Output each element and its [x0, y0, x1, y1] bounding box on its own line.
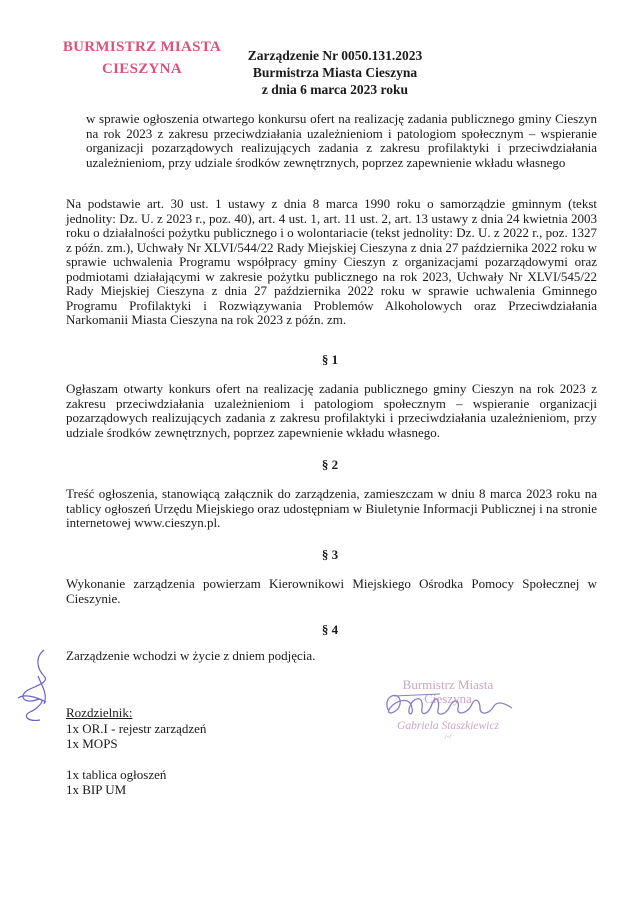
handwritten-signature	[380, 686, 520, 726]
spacer	[66, 752, 206, 767]
header-issuer: Burmistrza Miasta Cieszyna	[252, 65, 418, 80]
signature-note: /-/	[444, 732, 452, 741]
signature-stamp-line1: Burmistrz Miasta	[402, 677, 494, 692]
section-2-text: Treść ogłoszenia, stanowiącą załącznik do zarządzenia, zamieszczam w dniu 8 marca 2023 roku na tablicy ogłoszeń Urzędu Miejskiego oraz udostępniam w Biuletynie Informacji Publicznej i na stronie internetowej www.cieszyn.pl.	[66, 486, 597, 530]
subject-paragraph: w sprawie ogłoszenia otwartego konkursu ofert na realizację zadania publicznego gminy Cieszyn na rok 2023 z zakresu przeciwdziałania uzależnieniom i patologiom społecznym – wspieranie organizacji pozarządowych realizujących zadania z zakresu profilaktyki i przeciwdziałania uzależnieniom, przy udziale środków zewnętrznych, poprzez zapewnienie wkładu własnego	[86, 111, 597, 170]
stamp-line1: BURMISTRZ MIASTA	[62, 39, 222, 55]
signature-name: Gabriela Staszkiewicz	[397, 720, 499, 732]
office-stamp	[52, 36, 232, 80]
distribution-item: 1x tablica ogłoszeń	[66, 766, 167, 782]
distribution-item: 1x OR.I - rejestr zarządzeń	[66, 720, 207, 736]
section-3-heading: § 3	[321, 547, 339, 562]
section-4-text: Zarządzenie wchodzi w życie z dniem podjęcia.	[66, 648, 316, 663]
document-header	[232, 47, 438, 98]
header-title: Zarządzenie Nr 0050.131.2023	[247, 48, 423, 63]
section-1-heading: § 1	[321, 352, 339, 367]
section-2-heading: § 2	[321, 457, 339, 472]
stamp-line2: CIESZYNA	[102, 61, 182, 77]
margin-initials-signature	[14, 646, 56, 724]
header-date: z dnia 6 marca 2023 roku	[261, 82, 409, 97]
distribution-title: Rozdzielnik:	[66, 705, 133, 720]
section-4-heading: § 4	[321, 622, 339, 637]
section-1-text: Ogłaszam otwarty konkurs ofert na realizację zadania publicznego gminy Cieszyn na rok 2023 z zakresu przeciwdziałania uzależnieniom i patologiom społecznym – wspieranie organizacji pozarządowych realizujących zadania z zakresu profilaktyki i przeciwdziałania uzależnieniom, przy udziale środków zewnętrznych, poprzez zapewnienie wkładu własnego.	[66, 381, 597, 440]
distribution-list	[66, 705, 206, 798]
distribution-item: 1x BIP UM	[66, 782, 127, 797]
signature-stamp-line2: Cieszyna	[424, 691, 472, 706]
distribution-item: 1x MOPS	[66, 736, 118, 751]
legal-basis-paragraph: Na podstawie art. 30 ust. 1 ustawy z dnia 8 marca 1990 roku o samorządzie gminnym (tekst jednolity: Dz. U. z 2023 r., poz. 40), art. 4 ust. 1, art. 11 ust. 2, art. 13 ustawy z dnia 24 kwietnia 2003 roku o działalności pożytku publicznego i o wolontariacie (tekst jednolity: Dz. U. z 2022 r., poz. 1327 z późn. zm.), Uchwały Nr XLVI/544/22 Rady Miejskiej Cieszyna z dnia 27 października 2022 roku w sprawie uchwalenia Programu współpracy gminy Cieszyn z organizacjami pozarządowymi oraz podmiotami działającymi w zakresie pożytku publicznego na rok 2023, Uchwały Nr XLVI/545/22 Rady Miejskiej Cieszyna z dnia 27 października 2022 roku w sprawie uchwalenia Gminnego Programu Profilaktyki i Rozwiązywania Problemów Alkoholowych oraz Przeciwdziałania Narkomanii Miasta Cieszyna na rok 2023 z późn. zm.	[66, 196, 597, 327]
section-3-text: Wykonanie zarządzenia powierzam Kierownikowi Miejskiego Ośrodka Pomocy Społecznej w Cieszynie.	[66, 576, 597, 606]
